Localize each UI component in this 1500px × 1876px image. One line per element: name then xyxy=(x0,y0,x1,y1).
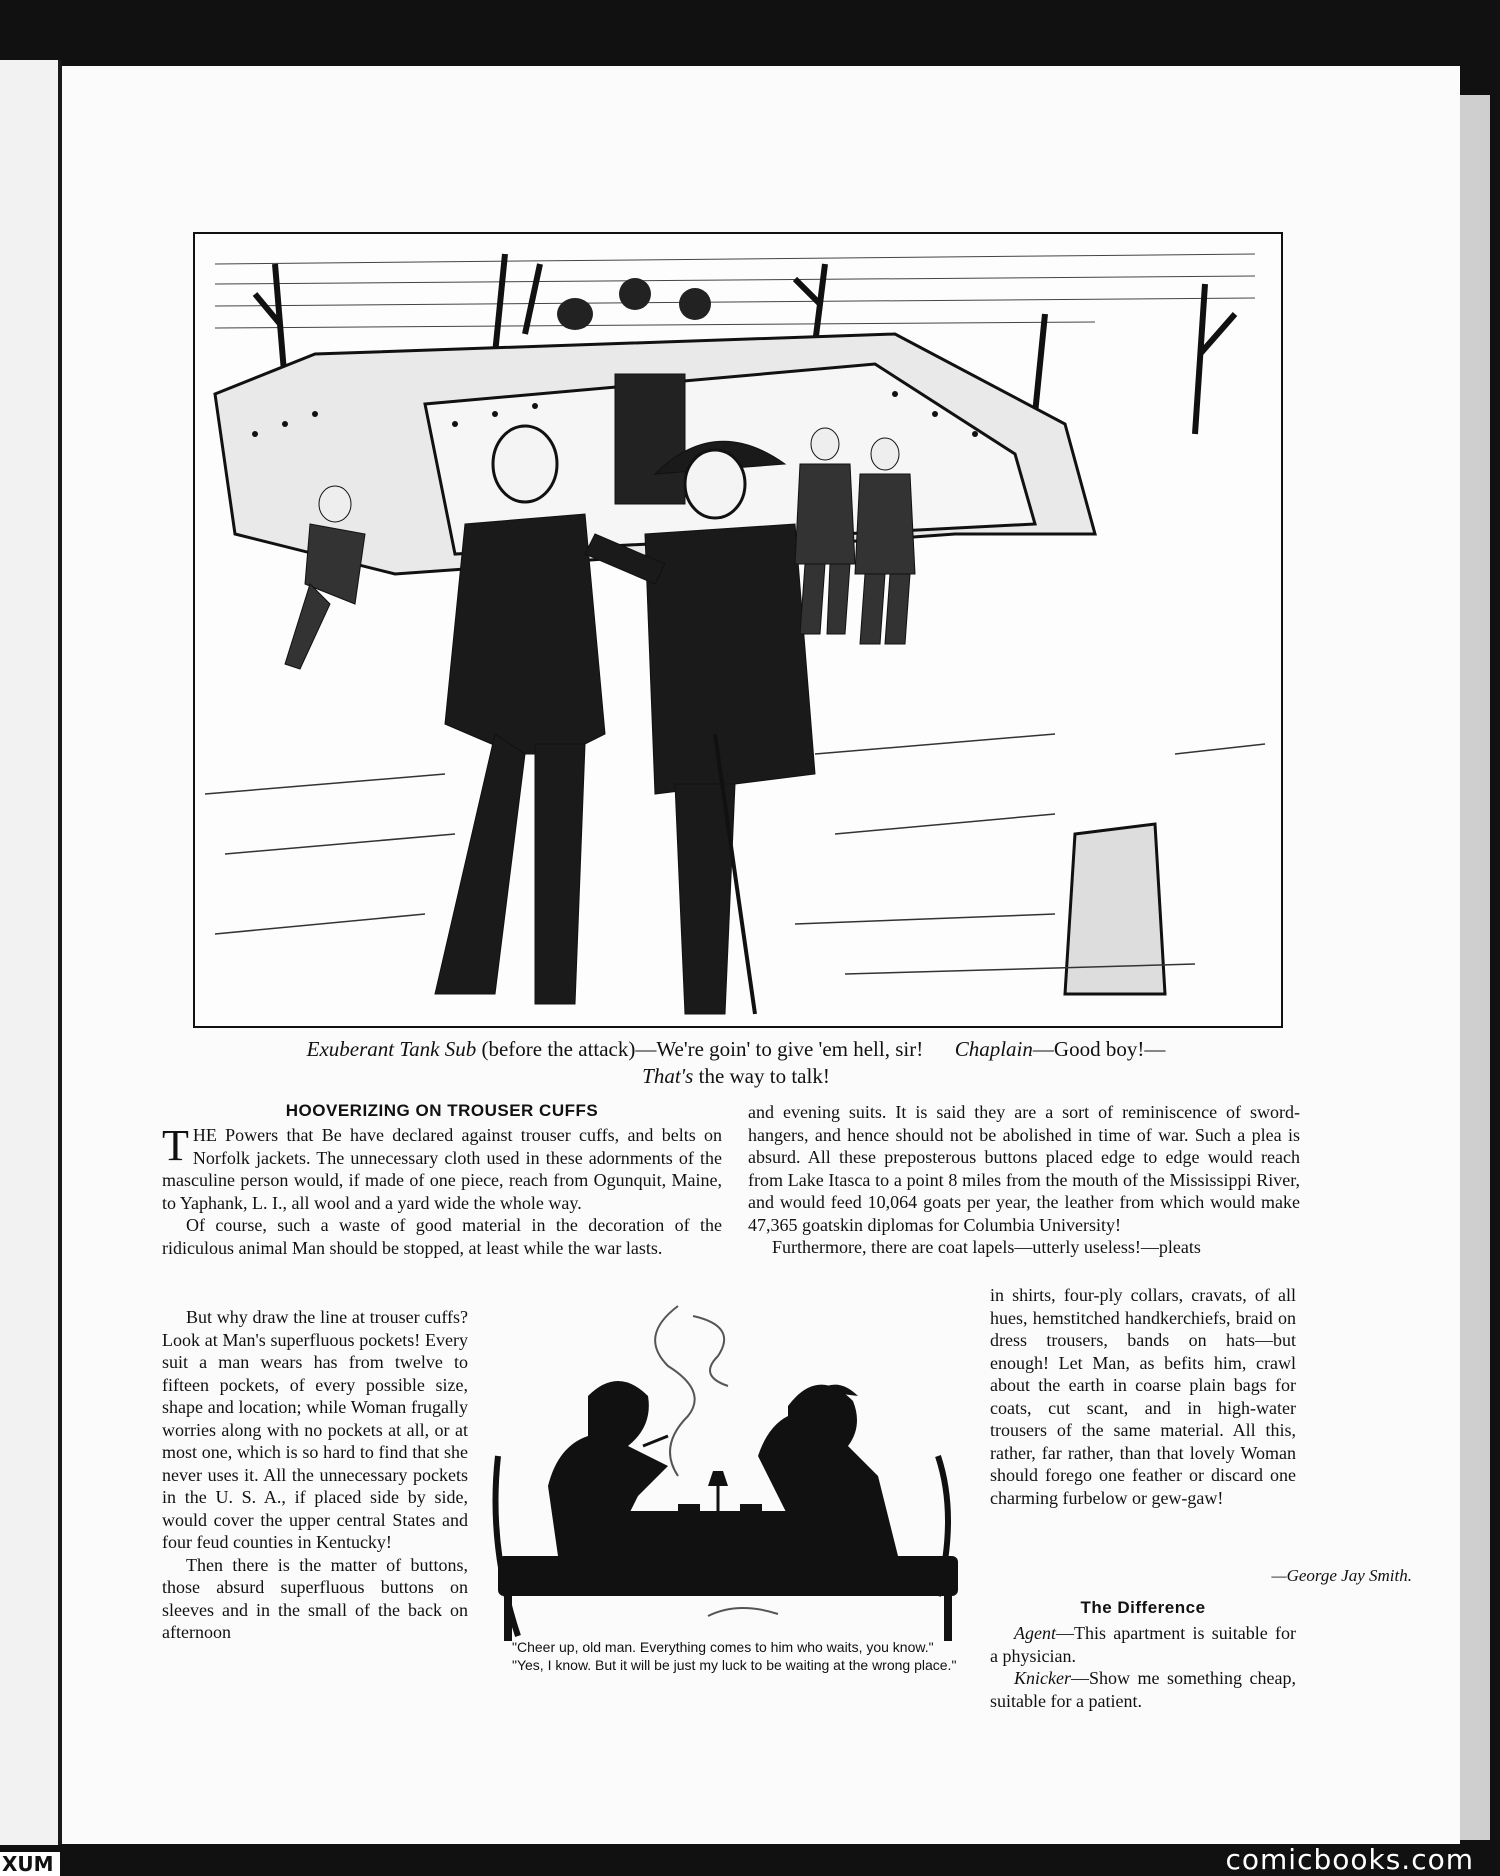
silhouette-cartoon xyxy=(478,1296,978,1646)
article-paragraph-1: THE Powers that Be have declared against trouser cuffs, and belts on Norfolk jackets. The unnecessary cloth used in these adornments of the masculine person would, if made of one piece, reach from Ogunquit, Maine, to Yaphank, L. I., all wool and a yard wide the whole way. xyxy=(162,1121,722,1213)
silhouette-line-1: "Cheer up, old man. Everything comes to him who waits, you know." xyxy=(512,1639,934,1655)
article-paragraph-5: in shirts, four-ply collars, cravats, of all hues, hemstitched handkerchiefs, braid on dress trousers, bands on hats—but enough! Let Man, as befits him, crawl about the earth in coarse plain bags for coats, cut scant, and in high-water trousers of the same material. All this, rather, far rather, than that lovely Woman should forego one feather or discard one charming furbelow or gew-gaw! xyxy=(990,1285,1296,1508)
article-paragraph-3: But why draw the line at trouser cuffs? Look at Man's superfluous pockets! Every suit a man wears has from twelve to fifteen pockets, of every possible size, shape and location; while Woman frugally worries along with no pockets at all, or at most one, which is so hard to find that she never uses it. All the unnecessary pockets in the U. S. A., if placed side by side, would cover the upper central States and four feud counties in Kentucky! xyxy=(162,1307,468,1552)
difference-knicker: Knicker—Show me something cheap, suitable for a patient. xyxy=(990,1668,1296,1711)
article-column-left-narrow xyxy=(162,1306,468,1644)
adjacent-page-edge xyxy=(0,60,62,1850)
caption-speaker-sub: Exuberant Tank Sub xyxy=(306,1037,477,1061)
tank-scene-drawing xyxy=(195,234,1281,1026)
article-paragraph-4: Then there is the matter of buttons, those absurd superfluous buttons on sleeves and in the small of the back on afternoon xyxy=(162,1554,468,1642)
silhouette-caption xyxy=(498,1638,960,1674)
silhouette-line-2: "Yes, I know. But it will be just my luck to be waiting at the wrong place." xyxy=(512,1657,957,1673)
caption-line2: the way to talk! xyxy=(693,1064,830,1088)
author-signature: —George Jay Smith. xyxy=(1271,1566,1412,1585)
difference-title: The Difference xyxy=(1080,1598,1206,1617)
caption-speaker-chaplain: Chaplain xyxy=(954,1037,1033,1061)
page-stack-edge xyxy=(1460,95,1490,1840)
article-column-left-top xyxy=(162,1121,722,1259)
article-paragraph-4-continued: and evening suits. It is said they are a sort of reminiscence of sword-hangers, and hence should not be abolished in time of war. Such a plea is absurd. All these preposterous buttons placed edge to edge would reach from Lake Itasca to a point 8 miles from the mouth of the Mississippi River, and would feed 10,064 goats per year, the leather from which would make 47,365 goatskin diplomas for Columbia University! xyxy=(748,1102,1300,1235)
difference-agent: Agent—This apartment is suitable for a physician. xyxy=(990,1623,1296,1666)
tank-illustration xyxy=(193,232,1283,1028)
corner-tag: XUM xyxy=(0,1852,60,1876)
illustration-caption xyxy=(193,1036,1279,1090)
caption-line2-italic: That's xyxy=(642,1064,694,1088)
caption-line1: (before the attack)—We're goin' to give 'em hell, sir! xyxy=(476,1037,924,1061)
drop-cap: T xyxy=(162,1121,189,1170)
cafe-silhouette-drawing xyxy=(478,1296,978,1646)
difference-column xyxy=(990,1622,1296,1712)
watermark: comicbooks.com xyxy=(1225,1843,1474,1876)
article-paragraph-2: Of course, such a waste of good material in the decoration of the ridiculous animal Man should be stopped, at least while the war lasts. xyxy=(162,1215,722,1258)
caption-chaplain-text: —Good boy!— xyxy=(1032,1037,1166,1061)
article-column-right-narrow xyxy=(990,1284,1296,1509)
article-paragraph-5-start: Furthermore, there are coat lapels—utterly useless!—pleats xyxy=(772,1237,1201,1257)
article-title: HOOVERIZING ON TROUSER CUFFS xyxy=(285,1101,599,1120)
article-column-right-top xyxy=(748,1101,1300,1259)
